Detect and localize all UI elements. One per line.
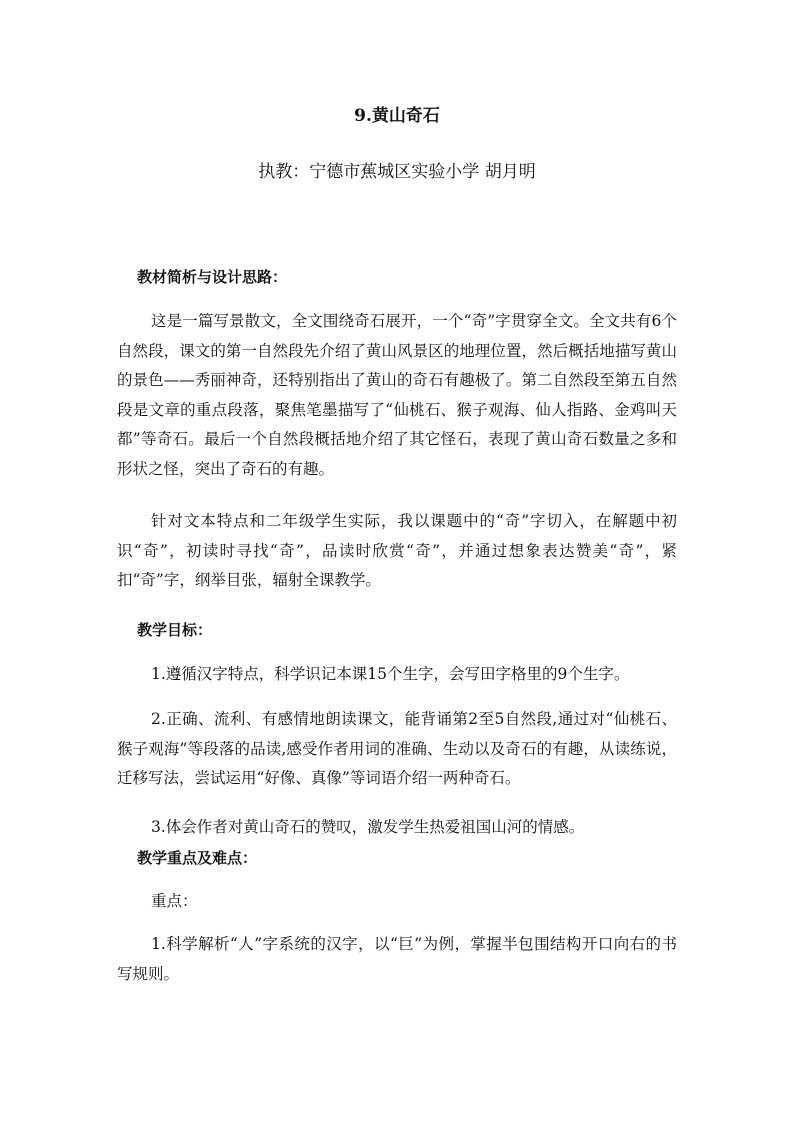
key-item-1: 1.科学解析“人”字系统的汉字，以“巨”为例，掌握半包围结构开口向右的书写规则。 (117, 935, 677, 983)
goal-item-2: 2.正确、流利、有感情地朗读课文，能背诵第2至5自然段,通过对“仙桃石、猴子观海”等段落的品读,感受作者用词的准确、生动以及奇石的有趣，从读练说，迁移写法，尝试运用“好像、真像”等词语介绍一两种奇石。 (117, 710, 677, 788)
author-line: 执教：宁德市蕉城区实验小学 胡月明 (258, 162, 536, 182)
section-heading-key-points: 教学重点及难点： (137, 849, 258, 867)
section-heading-goals: 教学目标： (137, 621, 213, 639)
section-heading-overview: 教材简析与设计思路： (137, 268, 288, 286)
goal-item-1: 1.遵循汉字特点，科学识记本课15个生字，会写田字格里的9个生字。 (151, 665, 630, 683)
goal-item-3: 3.体会作者对黄山奇石的赞叹，激发学生热爱祖国山河的情感。 (151, 818, 585, 836)
document-title: 9.黄山奇石 (354, 106, 440, 126)
overview-paragraph-1: 这是一篇写景散文，全文围绕奇石展开，一个“奇”字贯穿全文。全文共有6个自然段，课文的第一自然段先介绍了黄山风景区的地理位置，然后概括地描写黄山的景色——秀丽神奇，还特别指出了黄山的奇石有趣极了。第二自然段至第五自然段是文章的重点段落，聚焦笔墨描写了“仙桃石、猴子观海、仙人指路、金鸡叫天都”等奇石。最后一个自然段概括地介绍了其它怪石，表现了黄山奇石数量之多和形状之怪，突出了奇石的有趣。 (117, 312, 677, 478)
overview-paragraph-2: 针对文本特点和二年级学生实际，我以课题中的“奇”字切入，在解题中初识“奇”，初读时寻找“奇”，品读时欣赏“奇”，并通过想象表达赞美“奇”，紧扣“奇”字，纲举目张，辐射全课教学。 (117, 512, 677, 590)
key-label: 重点： (151, 892, 198, 910)
